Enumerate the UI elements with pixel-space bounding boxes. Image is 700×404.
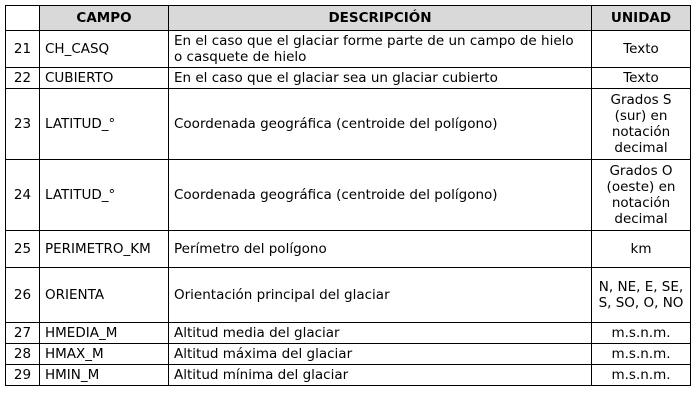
row-campo: HMEDIA_M <box>40 323 169 344</box>
header-row <box>6 6 691 31</box>
row-unidad: N, NE, E, SE, S, SO, O, NO <box>592 268 691 323</box>
row-campo: ORIENTA <box>40 268 169 323</box>
row-num: 22 <box>6 68 40 89</box>
row-unidad: Texto <box>592 31 691 68</box>
row-descripcion: En el caso que el glaciar sea un glaciar cubierto <box>169 68 592 89</box>
row-descripcion: Coordenada geográfica (centroide del polígono) <box>169 89 592 160</box>
row-num: 23 <box>6 89 40 160</box>
row-unidad: m.s.n.m. <box>592 323 691 344</box>
header-unidad: UNIDAD <box>592 6 691 31</box>
row-descripcion: Coordenada geográfica (centroide del polígono) <box>169 160 592 231</box>
table-row <box>6 365 691 386</box>
row-unidad: km <box>592 231 691 268</box>
table-row <box>6 89 691 160</box>
row-campo: HMAX_M <box>40 344 169 365</box>
row-campo: LATITUD_° <box>40 160 169 231</box>
header-descripcion: DESCRIPCIÓN <box>169 6 592 31</box>
row-unidad: Texto <box>592 68 691 89</box>
row-unidad: Grados S (sur) en notación decimal <box>592 89 691 160</box>
row-descripcion: En el caso que el glaciar forme parte de un campo de hielo o casquete de hielo <box>169 31 592 68</box>
table-row <box>6 68 691 89</box>
row-descripcion: Altitud máxima del glaciar <box>169 344 592 365</box>
row-num: 28 <box>6 344 40 365</box>
table-row <box>6 323 691 344</box>
row-descripcion: Orientación principal del glaciar <box>169 268 592 323</box>
table-row <box>6 268 691 323</box>
fields-table <box>5 5 691 386</box>
table-row <box>6 344 691 365</box>
table-row <box>6 160 691 231</box>
row-campo: CH_CASQ <box>40 31 169 68</box>
row-num: 25 <box>6 231 40 268</box>
table-row <box>6 231 691 268</box>
row-campo: HMIN_M <box>40 365 169 386</box>
row-unidad: Grados O (oeste) en notación decimal <box>592 160 691 231</box>
header-campo: CAMPO <box>40 6 169 31</box>
row-unidad: m.s.n.m. <box>592 365 691 386</box>
row-unidad: m.s.n.m. <box>592 344 691 365</box>
header-num <box>6 6 40 31</box>
row-campo: LATITUD_° <box>40 89 169 160</box>
table-row <box>6 31 691 68</box>
row-campo: CUBIERTO <box>40 68 169 89</box>
row-descripcion: Altitud mínima del glaciar <box>169 365 592 386</box>
row-num: 26 <box>6 268 40 323</box>
row-descripcion: Altitud media del glaciar <box>169 323 592 344</box>
row-num: 24 <box>6 160 40 231</box>
row-num: 27 <box>6 323 40 344</box>
row-campo: PERIMETRO_KM <box>40 231 169 268</box>
row-num: 21 <box>6 31 40 68</box>
row-num: 29 <box>6 365 40 386</box>
row-descripcion: Perímetro del polígono <box>169 231 592 268</box>
